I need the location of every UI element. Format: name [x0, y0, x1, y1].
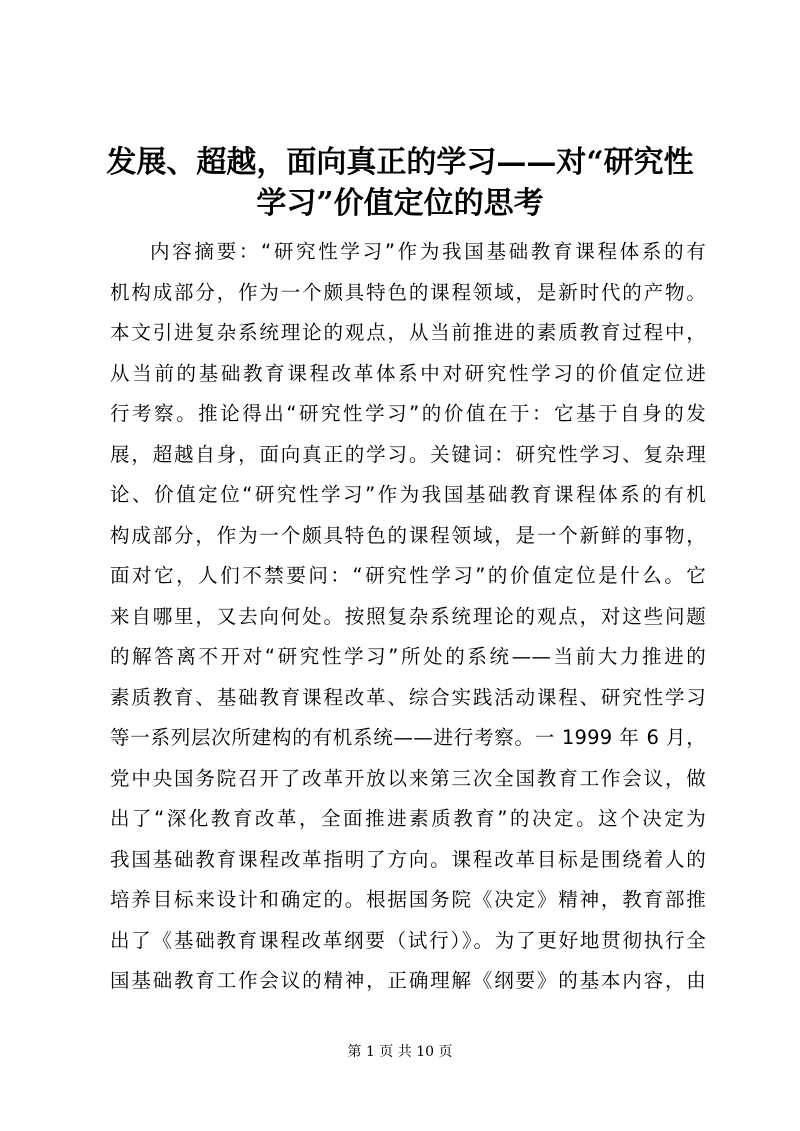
body-line: 的解答离不开对“研究性学习”所处的系统——当前大力推进的: [110, 645, 706, 668]
body-line: 来自哪里，又去向何处。按照复杂系统理论的观点，对这些问题: [110, 604, 706, 628]
body-line: 出了“深化教育改革，全面推进素质教育”的决定。这个决定为: [110, 807, 706, 830]
title-line: 发展、超越，面向真正的学习——对“研究性: [106, 145, 694, 180]
document-title: [100, 142, 700, 224]
body-line: 本文引进复杂系统理论的观点，从当前推进的素质教育过程中，: [110, 321, 706, 344]
body-line: 出了《基础教育课程改革纲要（试行）》。为了更好地贯彻执行全: [110, 928, 706, 952]
body-line: 论、价值定位“研究性学习”作为我国基础教育课程体系的有机: [110, 483, 706, 506]
body-line: 展，超越自身，面向真正的学习。关键词：研究性学习、复杂理: [110, 442, 706, 466]
body-line: 培养目标来设计和确定的。根据国务院《决定》精神，教育部推: [110, 888, 706, 911]
body-line: 从当前的基础教育课程改革体系中对研究性学习的价值定位进: [110, 361, 706, 385]
body-line: 国基础教育工作会议的精神，正确理解《纲要》的基本内容，由: [110, 969, 706, 992]
body-line: 我国基础教育课程改革指明了方向。课程改革目标是围绕着人的: [110, 847, 706, 871]
body-line: 内容摘要：“研究性学习”作为我国基础教育课程体系的有: [150, 240, 706, 263]
body-line: 素质教育、基础教育课程改革、综合实践活动课程、研究性学习: [110, 685, 706, 709]
body-line: 等一系列层次所建构的有机系统——进行考察。一 1999 年 6 月，: [110, 726, 706, 749]
body-line: 行考察。推论得出“研究性学习”的价值在于：它基于自身的发: [110, 402, 706, 425]
page-number-footer: 第 1 页 共 10 页: [347, 1044, 453, 1060]
document-body: [110, 232, 706, 1002]
body-line: 构成部分，作为一个颇具特色的课程领域，是一个新鲜的事物，: [110, 523, 706, 547]
body-line: 机构成部分，作为一个颇具特色的课程领域，是新时代的产物。: [110, 280, 706, 304]
body-line: 面对它，人们不禁要问：“研究性学习”的价值定位是什么。它: [110, 564, 706, 587]
body-line: 党中央国务院召开了改革开放以来第三次全国教育工作会议，做: [110, 766, 706, 790]
title-line: 学习”价值定位的思考: [256, 186, 544, 221]
